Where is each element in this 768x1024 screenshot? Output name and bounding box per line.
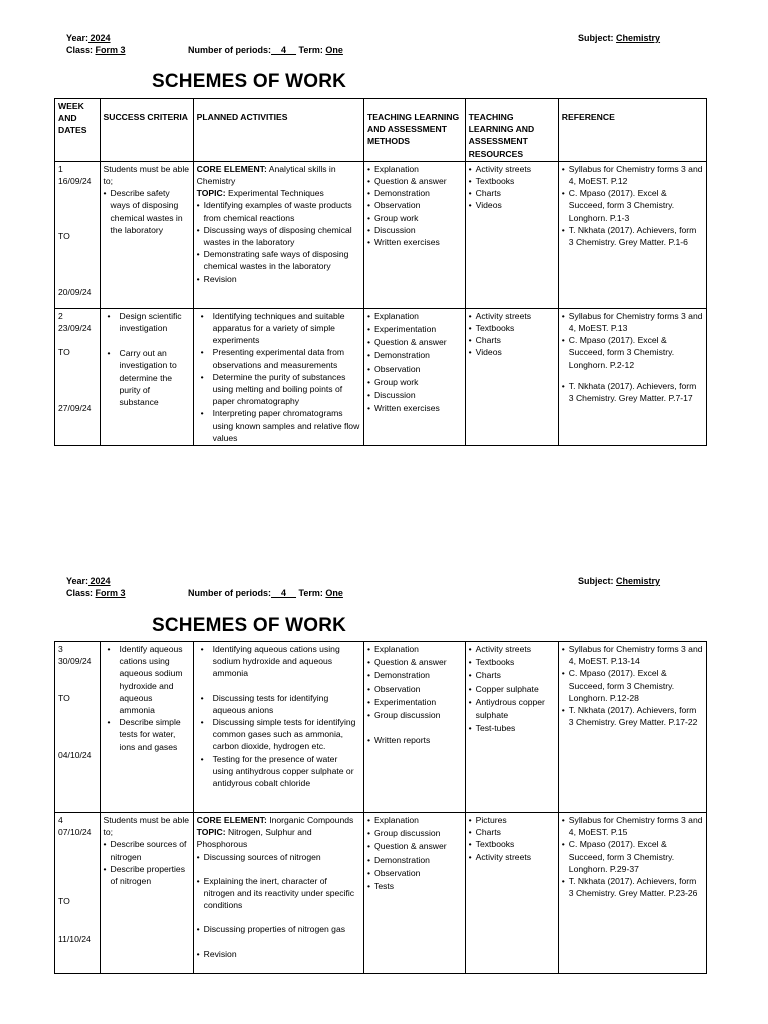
activity-item: • Identifying techniques and suitable apparatus for a variety of simple experiments [197,310,360,347]
topic [197,826,360,850]
core-element-label: CORE ELEMENT: [196,163,267,174]
class-field [66,588,126,598]
week-start: 16/09/24 [58,176,92,187]
periods-field [188,45,343,55]
criteria-cell [100,813,193,974]
periods-value: 4 [271,588,297,598]
periods-label: Number of periods: [188,588,272,598]
reference-item: • Syllabus for Chemistry forms 3 and 4, MoEST. P.12 [562,163,703,187]
week-to: TO [58,231,70,242]
activity-item: • Discussing ways of disposing chemical wastes in the laboratory [197,224,360,248]
reference-item: • Syllabus for Chemistry forms 3 and 4, MoEST. P.15 [562,814,703,838]
resources-cell [465,161,558,308]
scheme-table [54,98,707,446]
activity-item: • Identifying examples of waste products from chemical reactions [197,199,360,223]
criteria-item: • Design scientific investigation [104,310,190,334]
resources-cell [465,308,558,445]
method-item: • Explanation [367,814,462,827]
week-number: 2 [58,310,63,321]
topic-value: Nitrogen, Sulphur and Phosphorous [196,827,312,850]
reference-item: • C. Mpaso (2017). Excel & Succeed, form 3 Chemistry. Longhorn. P.1-3 [562,187,703,224]
reference-item: • Syllabus for Chemistry forms 3 and 4, MoEST. P.13 [562,310,703,334]
week-to: TO [58,896,70,907]
method-item: • Written reports [367,734,462,747]
subject-label: Subject: [578,33,614,43]
resource-item: • Charts [469,334,555,346]
method-item: • Demonstration [367,854,462,867]
activities-cell [193,161,363,308]
resource-item: • Antiydrous copper sulphate [469,696,555,722]
subject-value: Chemistry [616,33,661,43]
page-title: SCHEMES OF WORK [152,615,347,636]
reference-item: • T. Nkhata (2017). Achievers, form 3 Chemistry. Grey Matter. P.1-6 [562,224,703,248]
periods-label: Number of periods: [188,45,272,55]
criteria-cell [100,642,193,813]
method-item: • Explanation [367,163,462,175]
term-value: One [325,588,343,598]
core-element-value: Analytical skills in Chemistry [196,163,336,187]
methods-cell [364,813,466,974]
topic-label: TOPIC: [196,827,226,838]
reference-cell [558,642,706,813]
week-cell [55,308,101,445]
week-end: 04/10/24 [58,749,92,760]
method-item: • Explanation [367,643,462,656]
class-label: Class: [66,588,94,598]
resource-item: • Textbooks [469,322,555,334]
week-end: 11/10/24 [58,933,91,944]
week-to: TO [58,693,70,704]
week-end: 27/09/24 [58,403,92,414]
topic-value: Experimental Techniques [225,188,324,199]
class-value: Form 3 [95,45,126,55]
header-week: WEEK AND DATES [55,99,101,162]
method-item: • Group work [367,376,462,389]
method-item: • Group work [367,212,462,224]
week-to: TO [58,347,70,358]
term-value: One [325,45,343,55]
core-element-value: Inorganic Compounds [266,815,354,825]
reference-cell [558,161,706,308]
table-row [55,813,707,974]
reference-cell [558,813,706,974]
activities-cell [193,813,363,974]
criteria-item: • Describe sources of nitrogen [104,838,190,862]
table-header-row [55,99,707,162]
activity-item: • Determine the purity of substances using melting and boiling points of paper chromatography [197,371,360,408]
resources-cell [465,813,558,974]
methods-cell [364,642,466,813]
activity-item: • Testing for the presence of water using antihydrous copper sulphate or antidyrous cobalt chloride [197,753,360,790]
year-value: 2024 [88,576,111,586]
activity-item: • Presenting experimental data from observations and measurements [197,346,360,370]
activity-item: • Discussing simple tests for identifying common gases such as ammonia, carbon dioxide, hydrogen etc. [197,716,360,753]
methods-cell [364,161,466,308]
criteria-intro: Students must be able to; [103,815,190,838]
year-field [66,33,111,43]
method-item: • Group discussion [367,827,462,840]
week-cell [55,642,101,813]
activity-item: • Interpreting paper chromatograms using known samples and relative flow values [197,407,360,444]
week-start: 23/09/24 [58,323,92,334]
method-item: • Group discussion [367,709,462,722]
method-item: • Observation [367,363,462,376]
reference-item: • C. Mpaso (2017). Excel & Succeed, form 3 Chemistry. Longhorn. P.2-12 [562,334,703,371]
criteria-item: • Describe safety ways of disposing chemical wastes in the laboratory [104,187,190,236]
term-label: Term: [298,588,323,598]
resource-item: • Charts [469,669,555,682]
activity-item: • Identifying aqueous cations using sodium hydroxide and aqueous ammonia [197,643,360,680]
method-item: • Observation [367,867,462,880]
week-number: 3 [58,644,63,654]
method-item: • Question & answer [367,656,462,669]
reference-cell [558,308,706,445]
method-item: • Experimentation [367,323,462,336]
criteria-cell [100,161,193,308]
method-item: • Demonstration [367,349,462,362]
table-row [55,308,707,445]
criteria-cell [100,308,193,445]
resource-item: • Activity streets [469,643,555,656]
activity-item: • Discussing tests for identifying aqueous anions [197,692,360,716]
week-start: 30/09/24 [58,656,92,667]
resource-item: • Copper sulphate [469,683,555,696]
criteria-item: • Describe properties of nitrogen [104,863,190,887]
resource-item: • Videos [469,346,555,358]
activity-item: • Explaining the inert, character of nitrogen and its reactivity under specific conditions [197,875,360,912]
method-item: • Question & answer [367,336,462,349]
criteria-item: • Identify aqueous cations using aqueous sodium hydroxide and aqueous ammonia [104,643,190,716]
resource-item: • Videos [469,199,555,211]
activities-cell [193,308,363,445]
year-value: 2024 [88,33,111,43]
reference-item: • C. Mpaso (2017). Excel & Succeed, form 3 Chemistry. Longhorn. P.29-37 [562,838,703,875]
criteria-item: • Describe simple tests for water, ions and gases [104,716,190,753]
reference-item: • T. Nkhata (2017). Achievers, form 3 Chemistry. Grey Matter. P.23-26 [562,875,703,899]
reference-item: • Syllabus for Chemistry forms 3 and 4, MoEST. P.13-14 [562,643,703,667]
core-element [197,163,360,187]
method-item: • Explanation [367,310,462,323]
method-item: • Written exercises [367,236,462,248]
methods-cell [364,308,466,445]
term-label: Term: [298,45,323,55]
header-criteria: SUCCESS CRITERIA [100,99,193,162]
week-number: 1 [58,163,63,174]
resource-item: • Activity streets [469,163,555,175]
resource-item: • Textbooks [469,838,555,850]
year-label: Year: [66,33,89,43]
year-field [66,576,111,586]
activities-cell [193,642,363,813]
resource-item: • Charts [469,187,555,199]
criteria-item: • Carry out an investigation to determine the purity of substance [104,347,190,408]
method-item: • Tests [367,880,462,893]
method-item: • Observation [367,199,462,211]
method-item: • Demonstration [367,669,462,682]
resources-cell [465,642,558,813]
resource-item: • Textbooks [469,656,555,669]
week-end: 20/09/24 [58,286,92,297]
criteria-intro: Students must be able to; [103,163,190,187]
header-reference: REFERENCE [558,99,706,162]
resource-item: • Charts [469,826,555,838]
scheme-table [54,641,707,974]
activity-item: • Discussing properties of nitrogen gas [197,923,360,935]
reference-item: • T. Nkhata (2017). Achievers, form 3 Chemistry. Grey Matter. P.7-17 [562,380,703,404]
method-item: • Discussion [367,389,462,402]
resource-item: • Textbooks [469,175,555,187]
subject-field [578,33,660,43]
core-element-label: CORE ELEMENT: [196,815,267,825]
subject-label: Subject: [578,576,614,586]
week-start: 07/10/24 [58,827,92,838]
class-field [66,45,126,55]
method-item: • Demonstration [367,187,462,199]
activity-item: • Demonstrating safe ways of disposing chemical wastes in the laboratory [197,248,360,272]
week-cell [55,813,101,974]
week-cell [55,161,101,308]
activity-item: • Revision [197,948,360,960]
method-item: • Question & answer [367,175,462,187]
reference-item: • C. Mpaso (2017). Excel & Succeed, form 3 Chemistry. Longhorn. P.12-28 [562,667,703,704]
activity-item: • Revision [197,273,360,285]
method-item: • Discussion [367,224,462,236]
table-row [55,642,707,813]
resource-item: • Test-tubes [469,722,555,735]
periods-field [188,588,343,598]
method-item: • Question & answer [367,840,462,853]
table-row [55,161,707,308]
topic [197,187,360,199]
reference-item: • T. Nkhata (2017). Achievers, form 3 Chemistry. Grey Matter. P.17-22 [562,704,703,728]
week-number: 4 [58,815,63,825]
subject-value: Chemistry [616,576,661,586]
topic-label: TOPIC: [196,188,226,199]
method-item: • Written exercises [367,402,462,415]
class-label: Class: [66,45,94,55]
core-element [197,814,360,826]
resource-item: • Activity streets [469,851,555,863]
method-item: • Experimentation [367,696,462,709]
activity-item: • Discussing sources of nitrogen [197,851,360,863]
page-title: SCHEMES OF WORK [152,71,347,92]
periods-value: 4 [271,45,297,55]
year-label: Year: [66,576,89,586]
header-methods: TEACHING LEARNING AND ASSESSMENT METHODS [364,99,466,162]
method-item: • Observation [367,683,462,696]
resource-item: • Activity streets [469,310,555,322]
header-resources: TEACHING LEARNING AND ASSESSMENT RESOURCES [465,99,558,162]
resource-item: • Pictures [469,814,555,826]
subject-field [578,576,660,586]
class-value: Form 3 [95,588,126,598]
header-activities: PLANNED ACTIVITIES [193,99,363,162]
